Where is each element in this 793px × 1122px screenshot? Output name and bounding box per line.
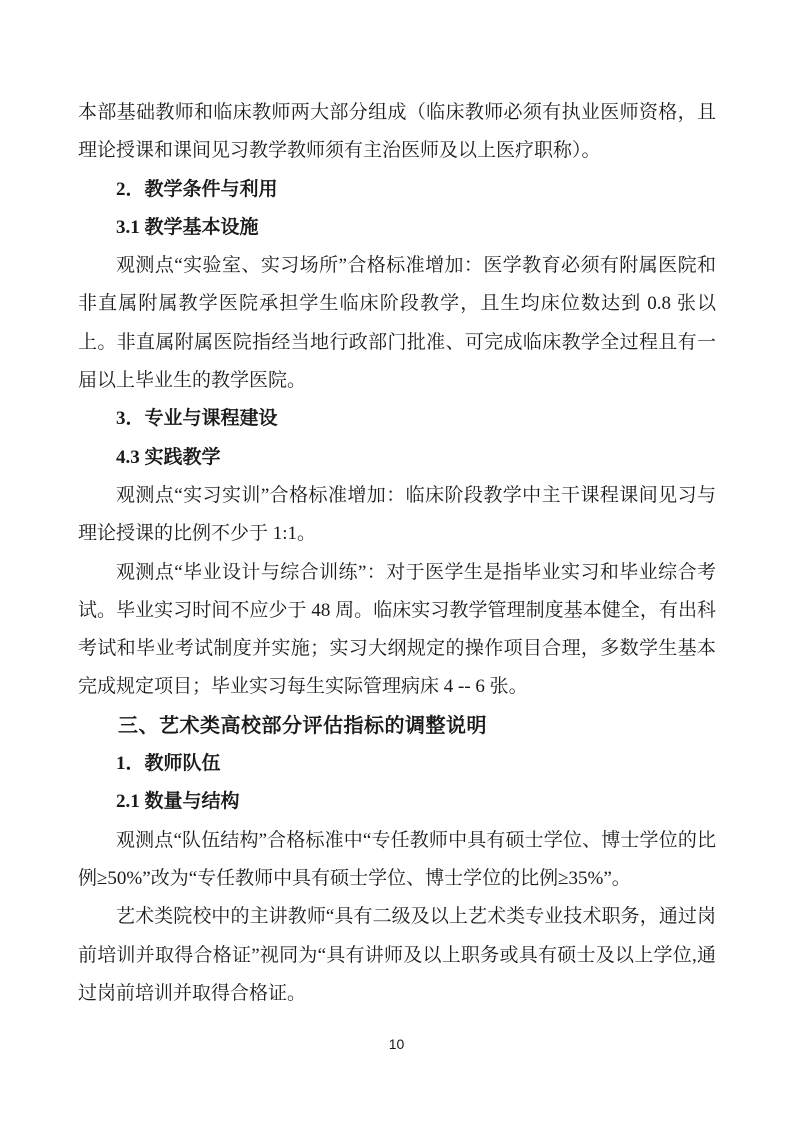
numbered-heading: 2．教学条件与利用 xyxy=(116,178,278,200)
numbered-heading: 3．专业与课程建设 xyxy=(116,408,278,430)
body-paragraph: 观测点“实习实训”合格标准增加：临床阶段教学中主干课程课间见习与理论授课的比例不少于 1:1。 xyxy=(78,484,716,545)
body-paragraph: 观测点“毕业设计与综合训练”：对于医学生是指毕业实习和毕业综合考试。毕业实习时间不应少于 48 周。临床实习教学管理制度基本健全，有出科考试和毕业考试制度并实施；实习大纲规定的操作项目合理，多数学生基本完成规定项目；毕业实习每生实际管理病床 4 -- 6 张。 xyxy=(78,561,716,698)
section-heading: 三、艺术类高校部分评估指标的调整说明 xyxy=(118,714,487,737)
page-number: 10 xyxy=(388,1036,405,1052)
body-paragraph-continued: 本部基础教师和临床教师两大部分组成（临床教师必须有执业医师资格，且理论授课和课间见习教学教师须有主治医师及以上医疗职称）。 xyxy=(78,102,716,162)
sub-heading: 3.1 教学基本设施 xyxy=(116,216,259,238)
document-content xyxy=(78,94,716,1013)
sub-heading: 4.3 实践教学 xyxy=(116,446,221,468)
body-paragraph: 观测点“队伍结构”合格标准中“专任教师中具有硕士学位、博士学位的比例≥50%”改为“专任教师中具有硕士学位、博士学位的比例≥35%”。 xyxy=(78,829,716,889)
body-paragraph: 艺术类院校中的主讲教师“具有二级及以上艺术类专业技术职务，通过岗前培训并取得合格证”视同为“具有讲师及以上职务或具有硕士及以上学位,通过岗前培训并取得合格证。 xyxy=(78,906,716,1004)
numbered-heading: 1．教师队伍 xyxy=(116,753,221,775)
body-paragraph: 观测点“实验室、实习场所”合格标准增加：医学教育必须有附属医院和非直属附属教学医院承担学生临床阶段教学，且生均床位数达到 0.8 张以上。非直属附属医院指经当地行政部门批准、可完成临床教学全过程且有一届以上毕业生的教学医院。 xyxy=(78,255,716,392)
sub-heading: 2.1 数量与结构 xyxy=(116,791,240,813)
